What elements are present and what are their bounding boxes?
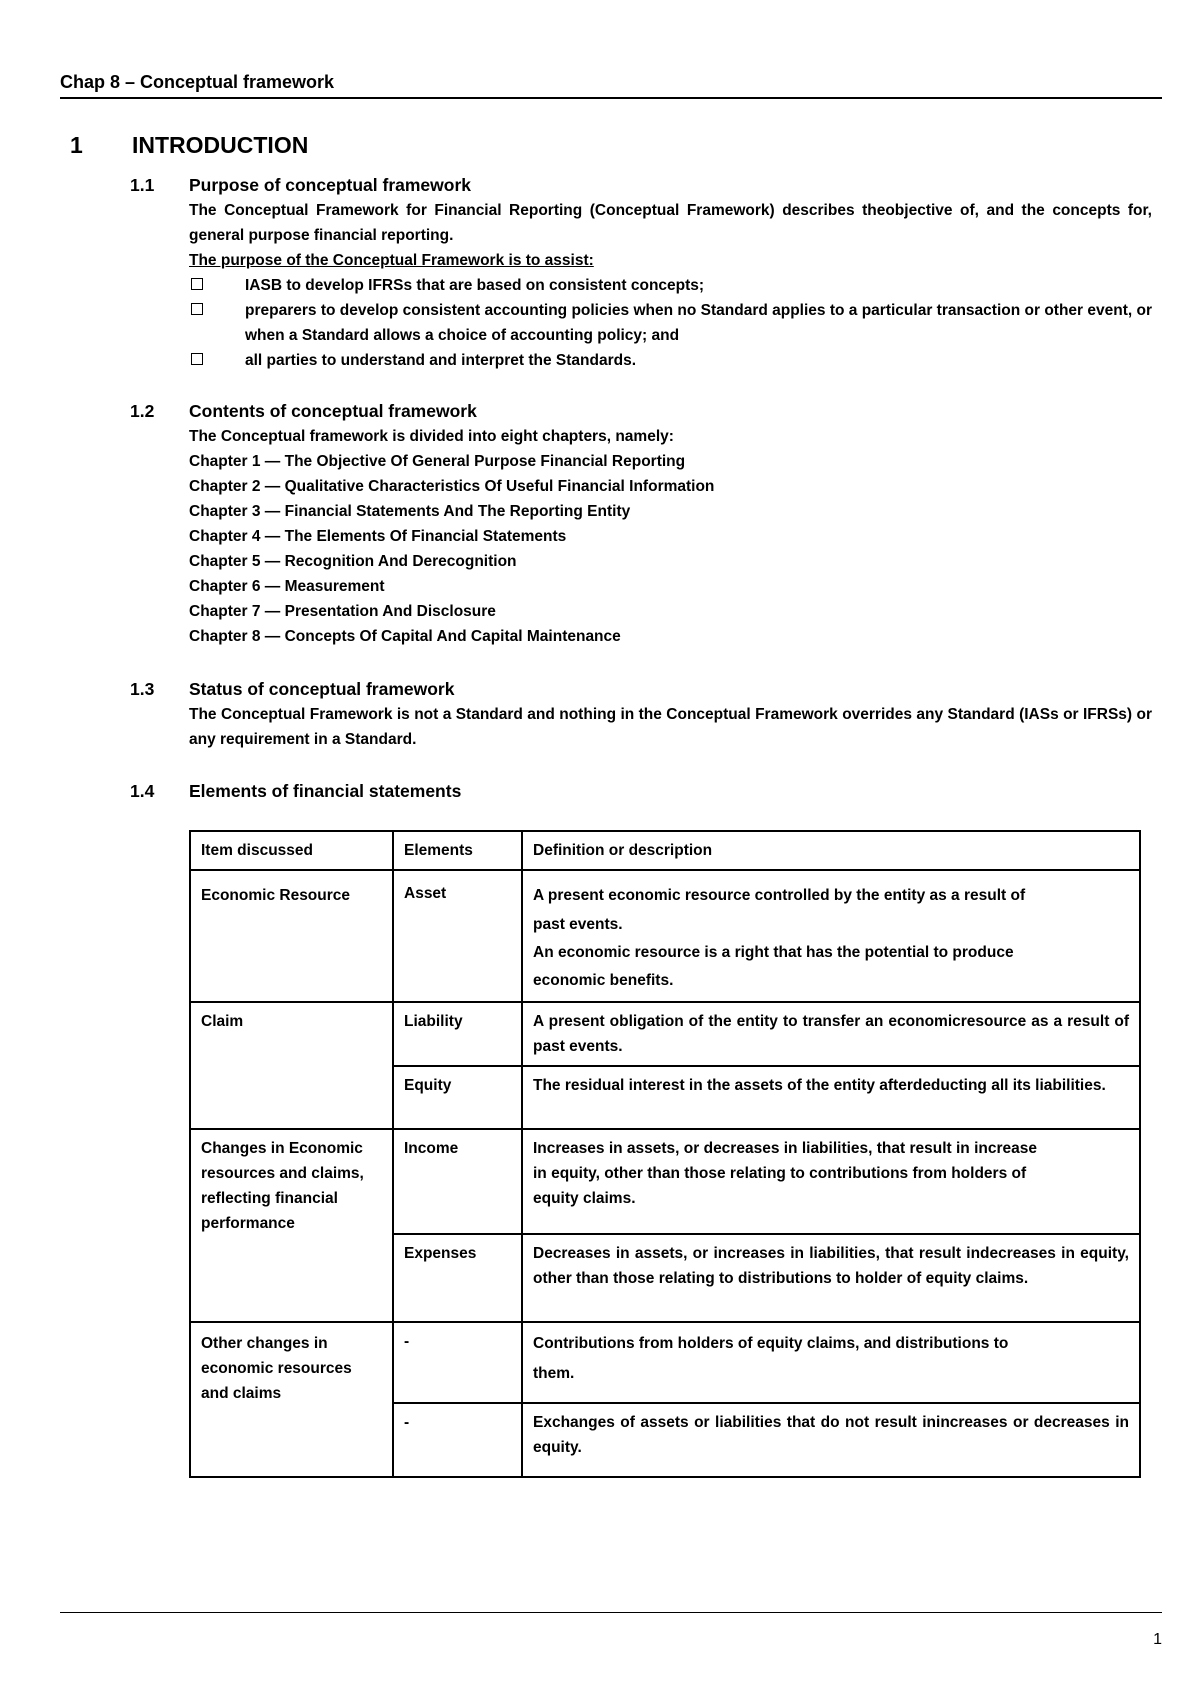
item-cell: Economic Resource <box>190 870 393 1002</box>
status-paragraph: The Conceptual Framework is not a Standard and nothing in the Conceptual Framework overrides any Standard (IASs or IFRSs) or any requirement in a Standard. <box>189 706 1152 748</box>
section-title: Elements of financial statements <box>189 780 462 801</box>
elements-table <box>189 830 1141 1478</box>
element-cell: Asset <box>393 870 522 1002</box>
table-row <box>190 870 1140 1002</box>
section-purpose <box>130 172 1152 373</box>
section-heading-introduction <box>70 132 308 159</box>
chapter-line: Chapter 8 — Concepts Of Capital And Capital Maintenance <box>189 628 621 645</box>
list-item: all parties to understand and interpret the Standards. <box>189 348 1152 373</box>
definition-cell: A present obligation of the entity to transfer an economicresource as a result of past events. <box>522 1002 1140 1066</box>
column-header: Definition or description <box>522 831 1140 870</box>
definition-cell: Exchanges of assets or liabilities that do not result inincreases or decreases in equity. <box>522 1403 1140 1477</box>
list-item: preparers to develop consistent accounting policies when no Standard applies to a particular transaction or other event, or when a Standard allows a choice of accounting policy; and <box>189 298 1152 348</box>
element-cell: Expenses <box>393 1234 522 1322</box>
definition-cell: The residual interest in the assets of the entity afterdeducting all its liabilities. <box>522 1066 1140 1129</box>
section-heading <box>130 398 1152 424</box>
section-title: Status of conceptual framework <box>189 678 455 699</box>
section-number: 1.4 <box>130 780 155 801</box>
element-cell: - <box>393 1322 522 1403</box>
chapter-line: Chapter 2 — Qualitative Characteristics Of Useful Financial Information <box>189 478 715 495</box>
element-cell: - <box>393 1403 522 1477</box>
section-number: 1.1 <box>130 174 155 195</box>
purpose-lead: The purpose of the Conceptual Framework is to assist: <box>189 252 594 269</box>
chapter-line: Chapter 1 — The Objective Of General Purpose Financial Reporting <box>189 453 686 470</box>
checkbox-bullet-icon <box>191 353 203 365</box>
definition-text: An economic resource is a right that has the potential to produce economic benefits. <box>533 944 1014 989</box>
section-number: 1.2 <box>130 400 155 421</box>
definition-cell: Increases in assets, or decreases in liabilities, that result in increase in equity, other than those relating to contributions from holders of equity claims. <box>522 1129 1140 1234</box>
section-status <box>130 676 1152 752</box>
section-heading <box>130 172 1152 198</box>
definition-cell: Contributions from holders of equity claims, and distributions to them. <box>522 1322 1140 1403</box>
element-cell: Liability <box>393 1002 522 1066</box>
element-cell: Equity <box>393 1066 522 1129</box>
table-header-row <box>190 831 1140 870</box>
chapter-line: Chapter 4 — The Elements Of Financial Statements <box>189 528 567 545</box>
section-heading <box>130 676 1152 702</box>
chapter-line: Chapter 6 — Measurement <box>189 578 385 595</box>
column-header: Elements <box>393 831 522 870</box>
table-row <box>190 1002 1140 1066</box>
element-cell: Income <box>393 1129 522 1234</box>
section-title: Contents of conceptual framework <box>189 400 477 421</box>
chapter-line: Chapter 3 — Financial Statements And The Reporting Entity <box>189 503 631 520</box>
section-contents <box>130 398 1152 649</box>
checkbox-bullet-icon <box>191 278 203 290</box>
section-heading <box>130 778 1152 804</box>
page-header <box>60 72 1162 99</box>
table-row <box>190 1322 1140 1403</box>
heading-title: INTRODUCTION <box>132 132 309 158</box>
table-row <box>190 1129 1140 1234</box>
item-cell: Other changes in economic resources and claims <box>190 1322 393 1477</box>
item-cell: Claim <box>190 1002 393 1129</box>
section-title: Purpose of conceptual framework <box>189 174 472 195</box>
item-cell: Changes in Economic resources and claims, reflecting financial performance <box>190 1129 393 1322</box>
definition-text: A present economic resource controlled by the entity as a result of past events. <box>533 887 1026 933</box>
contents-intro: The Conceptual framework is divided into eight chapters, namely: <box>189 428 674 445</box>
column-header: Item discussed <box>190 831 393 870</box>
purpose-paragraph: The Conceptual Framework for Financial Reporting (Conceptual Framework) describes theobjective of, and the concepts for, general purpose financial reporting. <box>189 202 1152 244</box>
page-footer <box>60 1612 1162 1648</box>
chapter-line: Chapter 5 — Recognition And Derecognition <box>189 553 517 570</box>
checkbox-bullet-icon <box>191 303 203 315</box>
definition-cell <box>522 870 1140 1002</box>
chapter-line: Chapter 7 — Presentation And Disclosure <box>189 603 496 620</box>
definition-cell: Decreases in assets, or increases in liabilities, that result indecreases in equity, other than those relating to distributions to holder of equity claims. <box>522 1234 1140 1322</box>
section-number: 1.3 <box>130 678 155 699</box>
heading-number: 1 <box>70 132 83 158</box>
section-elements <box>130 778 1152 804</box>
page-number: 1 <box>1153 1631 1162 1648</box>
list-item: IASB to develop IFRSs that are based on consistent concepts; <box>189 273 1152 298</box>
header-title: Chap 8 – Conceptual framework <box>60 72 335 92</box>
